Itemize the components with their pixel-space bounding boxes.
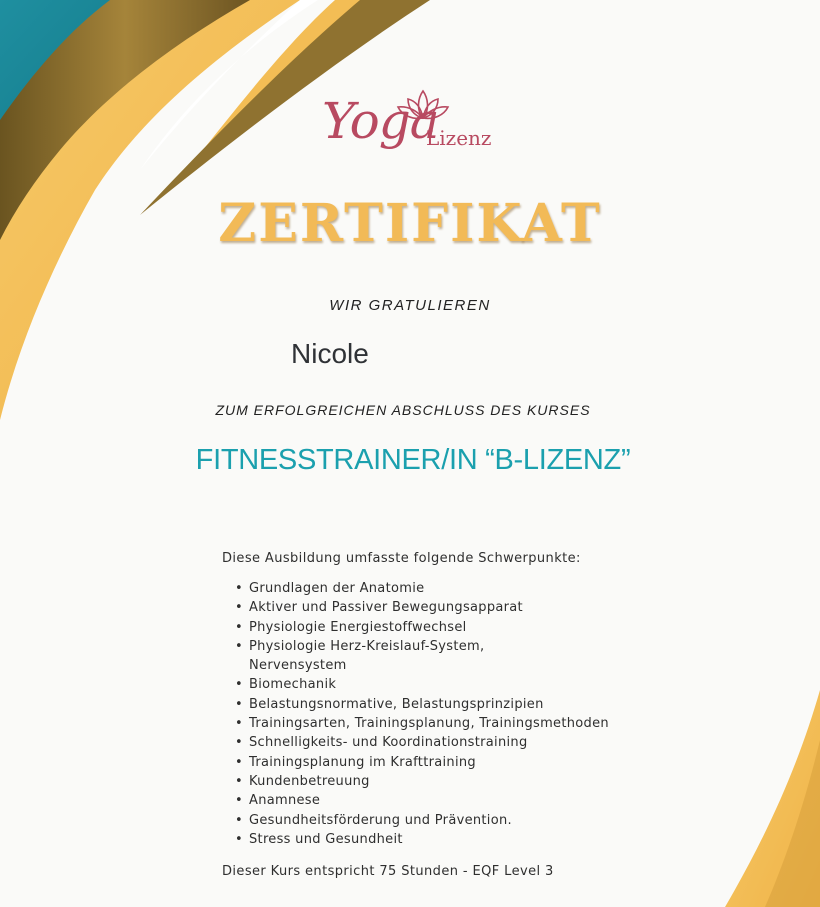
- lotus-icon: [396, 88, 450, 122]
- list-item: • Schnelligkeits- und Koordinationstraining: [235, 735, 528, 751]
- list-item: • Anamnese: [235, 793, 321, 809]
- course-name: FITNESSTRAINER/IN “B-LIZENZ”: [195, 444, 631, 476]
- list-item: • Gesundheitsförderung und Prävention.: [235, 812, 512, 828]
- completion-text: ZUM ERFOLGREICHEN ABSCHLUSS DES KURSES: [215, 402, 591, 418]
- list-item: • Trainingsarten, Trainingsplanung, Trainingsmethoden: [235, 716, 609, 732]
- congratulations-text: WIR GRATULIEREN: [329, 297, 491, 314]
- list-item: • Kundenbetreuung: [235, 773, 370, 789]
- list-item: • Physiologie Energiestoffwechsel: [235, 619, 467, 635]
- list-item: • Belastungsnormative, Belastungsprinzipien: [235, 696, 544, 712]
- list-item: • Aktiver und Passiver Bewegungsapparat: [235, 600, 523, 616]
- logo-brand-script: Yoga: [322, 92, 439, 150]
- list-item: • Stress und Gesundheit: [235, 831, 403, 847]
- list-item: • Grundlagen der Anatomie: [235, 581, 425, 596]
- recipient-name: Nicole: [291, 338, 369, 369]
- topics-list: [235, 579, 669, 849]
- course-hours-text: Dieser Kurs entspricht 75 Stunden - EQF Level 3: [222, 864, 554, 879]
- logo-brand-word: Lizenz: [426, 126, 492, 150]
- list-item: • Physiologie Herz-Kreislauf-System, Nervensystem: [235, 638, 485, 674]
- list-item: • Trainingsplanung im Krafttraining: [235, 754, 476, 770]
- yoga-lizenz-logo: [318, 88, 508, 168]
- topics-intro: Diese Ausbildung umfasste folgende Schwerpunkte:: [222, 551, 581, 566]
- certificate-title: ZERTIFIKAT: [218, 193, 602, 254]
- list-item: • Biomechanik: [235, 677, 337, 693]
